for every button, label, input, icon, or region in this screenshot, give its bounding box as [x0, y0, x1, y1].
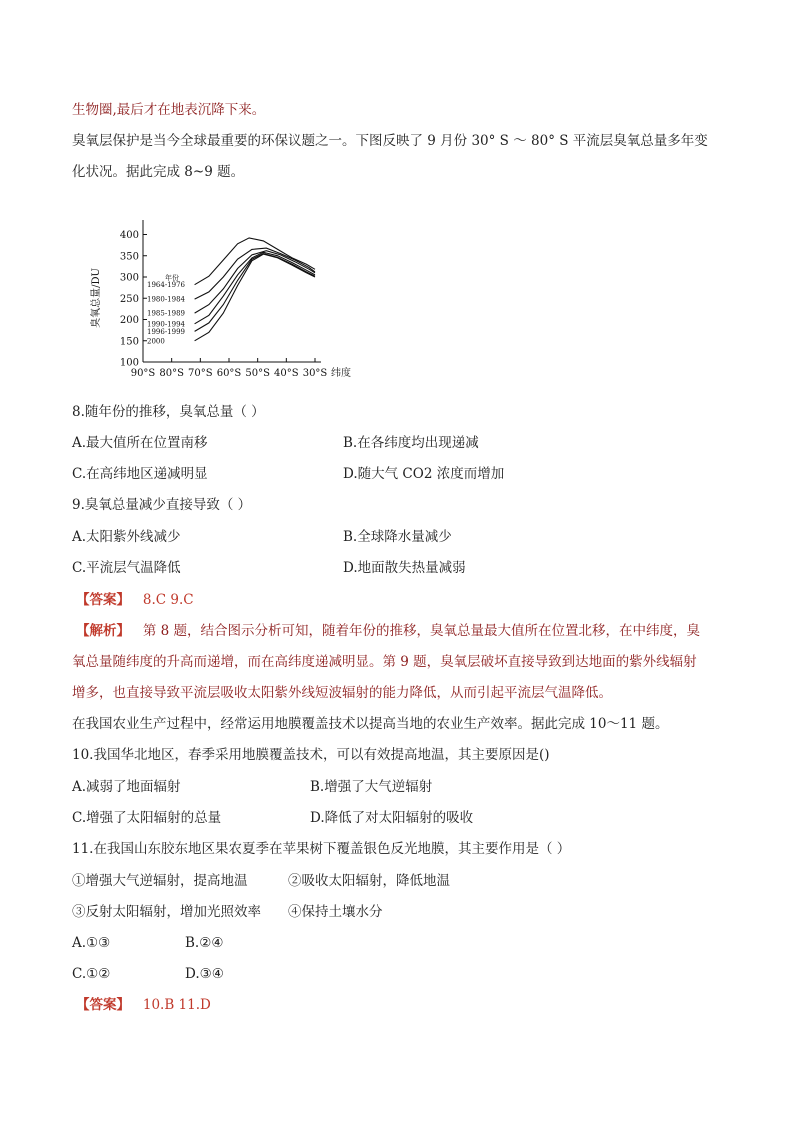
- series-label: 2000: [147, 337, 165, 346]
- q9-option-b[interactable]: B.全球降水量减少: [343, 529, 452, 545]
- x-tick-label: 70°S: [188, 368, 213, 379]
- y-tick-label: 400: [119, 230, 139, 241]
- q8-option-c[interactable]: C.在高纬地区递减明显: [72, 466, 208, 482]
- passage-1-line-1: 臭氧层保护是当今全球最重要的环保议题之一。下图反映了 9 月份 30° S ～ 80° S 平流层臭氧总量多年变: [72, 133, 708, 149]
- analysis-line-3: 增多，也直接导致平流层吸收太阳紫外线短波辐射的能力降低，从而引起平流层气温降低。: [72, 685, 612, 701]
- q10-stem: 10.我国华北地区，春季采用地膜覆盖技术，可以有效提高地温，其主要原因是(): [72, 747, 550, 763]
- q8-option-d[interactable]: D.随大气 CO2 浓度而增加: [343, 466, 505, 482]
- q11-stem: 11.在我国山东胶东地区果农夏季在苹果树下覆盖银色反光地膜，其主要作用是（ ）: [72, 841, 571, 857]
- x-tick-label: 50°S: [245, 368, 270, 379]
- q8-stem: 8.随年份的推移，臭氧总量（ ）: [72, 404, 265, 420]
- q10-option-d[interactable]: D.降低了对太阳辐射的吸收: [310, 810, 474, 826]
- legend-title: 年份: [165, 274, 179, 282]
- q10-option-a[interactable]: A.减弱了地面辐射: [72, 779, 181, 795]
- series-line-1980-1984: [195, 248, 315, 299]
- q11-option-a[interactable]: A.①③: [72, 935, 111, 951]
- y-axis-label: 臭氧总量/DU: [91, 268, 102, 328]
- q11-statement-3: ③反射太阳辐射，增加光照效率: [72, 904, 261, 920]
- passage-2: 在我国农业生产过程中，经常运用地膜覆盖技术以提高当地的农业生产效率。据此完成 10～11 题。: [72, 716, 669, 732]
- q8-option-b[interactable]: B.在各纬度均出现递减: [343, 435, 479, 451]
- answer-10-11: [76, 995, 211, 1015]
- q8-option-a[interactable]: A.最大值所在位置南移: [72, 435, 208, 451]
- q9-option-a[interactable]: A.太阳紫外线减少: [72, 529, 181, 545]
- y-tick-label: 300: [119, 272, 139, 284]
- q10-option-b[interactable]: B.增强了大气逆辐射: [310, 779, 433, 795]
- answer-8-9: [76, 590, 194, 610]
- y-tick-label: 200: [119, 315, 139, 326]
- answer-text: 8.C 9.C: [142, 592, 194, 608]
- q9-option-c[interactable]: C.平流层气温降低: [72, 560, 181, 576]
- analysis-text-1: 第 8 题，结合图示分析可知，随着年份的推移，臭氧总量最大值所在位置北移，在中纬度，臭: [142, 623, 701, 639]
- y-tick-label: 150: [119, 336, 139, 348]
- series-label: 1985-1989: [147, 309, 185, 318]
- series-line-2000: [195, 254, 315, 341]
- q11-option-d[interactable]: D.③④: [185, 966, 224, 982]
- q11-statement-2: ②吸收太阳辐射，降低地温: [288, 873, 450, 889]
- y-tick-label: 250: [119, 293, 139, 305]
- x-axis-label: 纬度: [331, 368, 351, 379]
- x-tick-label: 80°S: [159, 368, 184, 379]
- q11-statement-4: ④保持土壤水分: [288, 904, 383, 920]
- analysis-tag: 【解析】: [76, 623, 130, 639]
- analysis-line-2: 氧总量随纬度的升高而递增，而在高纬度递减明显。第 9 题，臭氧层破坏直接导致到达地面的紫外线辐射: [72, 654, 697, 670]
- x-tick-label: 90°S: [130, 368, 156, 379]
- x-tick-label: 30°S: [302, 368, 328, 379]
- x-tick-label: 60°S: [216, 368, 242, 379]
- q9-option-d[interactable]: D.地面散失热量减弱: [343, 560, 466, 576]
- q9-stem: 9.臭氧总量减少直接导致（ ）: [72, 497, 252, 513]
- series-label: 1964-1976: [147, 281, 185, 290]
- q11-option-b[interactable]: B.②④: [185, 935, 224, 951]
- answer-tag: 【答案】: [76, 997, 130, 1013]
- answer-text: 10.B 11.D: [142, 997, 211, 1013]
- y-tick-label: 100: [119, 357, 139, 369]
- q10-option-c[interactable]: C.增强了太阳辐射的总量: [72, 810, 222, 826]
- q11-statement-1: ①增强大气逆辐射，提高地温: [72, 873, 248, 889]
- passage-1-line-2: 化状况。据此完成 8~9 题。: [72, 164, 245, 180]
- intro-tail: 生物圈,最后才在地表沉降下来。: [72, 102, 266, 118]
- y-tick-label: 350: [119, 251, 139, 263]
- series-label: 1990-1994: [147, 320, 185, 329]
- q11-option-c[interactable]: C.①②: [72, 966, 111, 982]
- analysis-line-1: [76, 621, 700, 641]
- series-label: 1980-1984: [147, 295, 185, 304]
- series-label: 1996-1999: [147, 327, 185, 336]
- x-tick-label: 40°S: [274, 368, 299, 379]
- answer-tag: 【答案】: [76, 592, 130, 608]
- ozone-chart: [85, 210, 365, 385]
